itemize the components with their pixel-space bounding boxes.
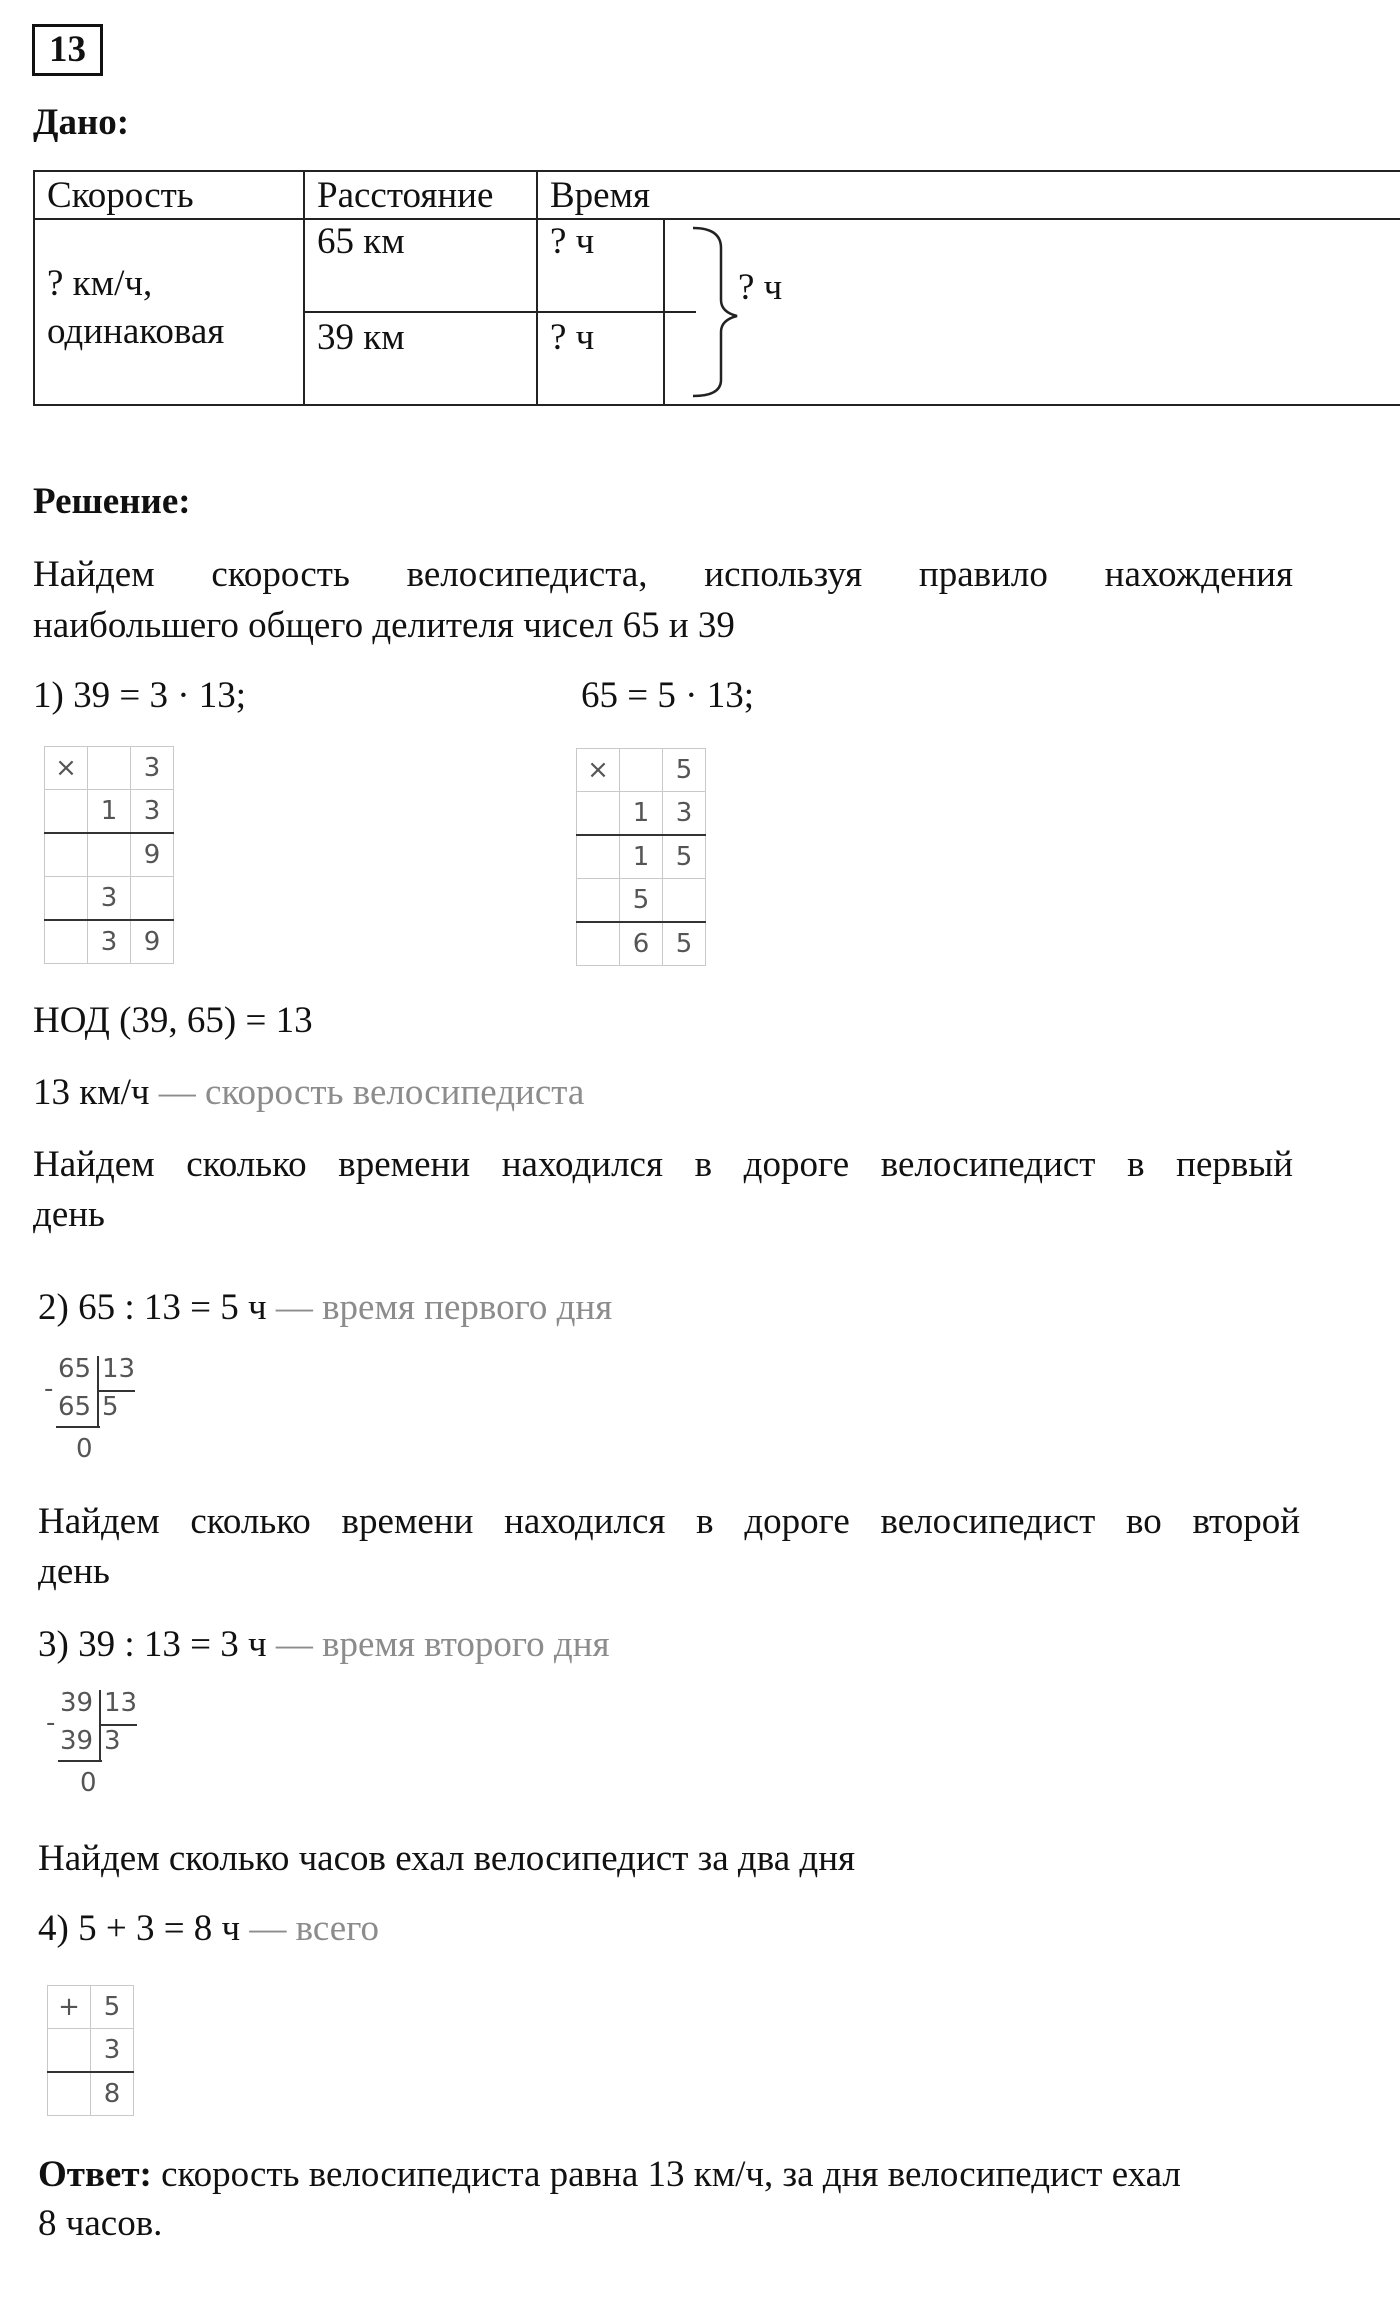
- given-title: Дано:: [33, 102, 130, 143]
- header-distance: Расстояние: [317, 175, 494, 216]
- day1-text-line2: день: [33, 1194, 105, 1235]
- answer-line2: 8 часов.: [38, 2203, 163, 2244]
- header-time: Время: [550, 175, 651, 216]
- brace-icon: [673, 220, 763, 400]
- given-table: [33, 170, 1400, 406]
- gcd-line: НОД (39, 65) = 13: [33, 1000, 313, 1041]
- step2-note: — время первого дня: [275, 1287, 613, 1328]
- speed-value: ? км/ч,: [47, 263, 153, 304]
- time-total: ? ч: [738, 267, 783, 308]
- step1-right: 65 = 5 · 13;: [581, 675, 754, 716]
- multiplication-grid-2: × 5 1 3 1 5 5 6 5: [576, 748, 706, 966]
- answer-label: Ответ:: [38, 2154, 152, 2195]
- header-speed: Скорость: [47, 175, 194, 216]
- speed-note: одинаковая: [47, 311, 225, 352]
- solution-title: Решение:: [33, 481, 191, 522]
- distance-day1: 65 км: [317, 221, 405, 262]
- step4-note: — всего: [249, 1908, 379, 1949]
- day2-text-line1: Найдем сколько времени находился в дороге велосипедист во второй: [38, 1501, 1300, 1542]
- step2-expr: 2) 65 : 13 = 5 ч: [38, 1287, 267, 1328]
- addition-grid: + 5 3 8: [47, 1985, 134, 2116]
- intro-text-line2: наибольшего общего делителя чисел 65 и 39: [33, 605, 735, 646]
- time-day1: ? ч: [550, 221, 595, 262]
- long-division-1: 65 13 - 65 5 0: [44, 1354, 136, 1464]
- step3-expr: 3) 39 : 13 = 3 ч: [38, 1624, 267, 1665]
- day2-text-line2: день: [38, 1551, 110, 1592]
- speed-note-text: — скорость велосипедиста: [158, 1072, 585, 1113]
- day1-text-line1: Найдем сколько времени находился в дороге велосипедист в первый: [33, 1144, 1293, 1185]
- step2-line: [38, 1283, 612, 1333]
- step4-expr: 4) 5 + 3 = 8 ч: [38, 1908, 241, 1949]
- total-text: Найдем сколько часов ехал велосипедист за два дня: [38, 1838, 856, 1879]
- distance-day2: 39 км: [317, 317, 405, 358]
- task-number: 13: [32, 24, 103, 76]
- step1-left: 1) 39 = 3 · 13;: [33, 675, 247, 716]
- step3-line: [38, 1620, 610, 1670]
- multiplication-grid-1: × 3 1 3 9 3 3 9: [44, 746, 174, 964]
- speed-value-text: 13 км/ч: [33, 1072, 150, 1113]
- step3-note: — время второго дня: [275, 1624, 610, 1665]
- answer-text: скорость велосипедиста равна 13 км/ч, за дня велосипедист ехал: [161, 2154, 1181, 2195]
- answer-line1: [38, 2150, 1181, 2200]
- time-day2: ? ч: [550, 317, 595, 358]
- step4-line: [38, 1904, 379, 1954]
- intro-text-line1: Найдем скорость велосипедиста, используя правило нахождения: [33, 554, 1293, 595]
- long-division-2: 39 13 - 39 3 0: [46, 1688, 138, 1798]
- speed-result: [33, 1068, 584, 1118]
